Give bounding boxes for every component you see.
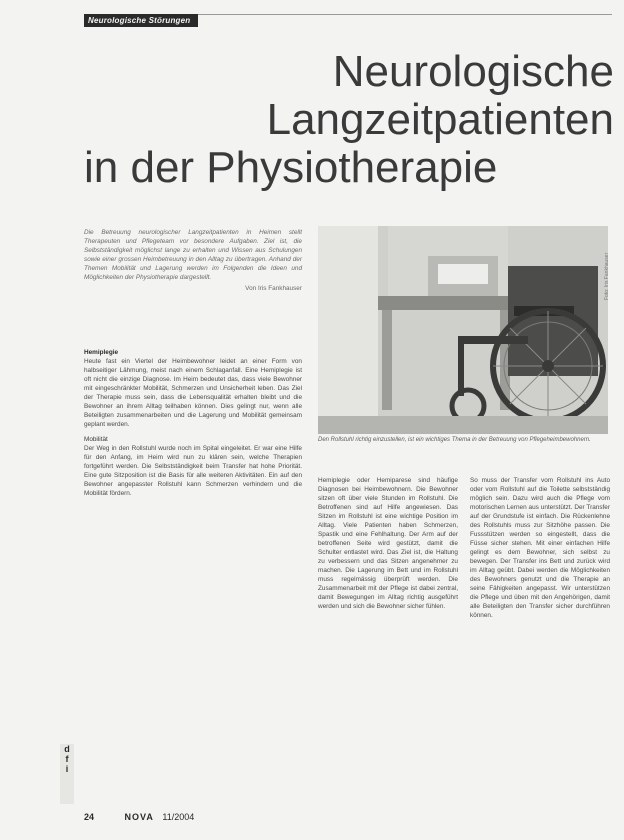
column-2-text: Hemiplegie oder Hemiparese sind häufige Diagnosen bei Heimbewohnern. Die Bewohner sitzen oft über viele Stunden im Rollstuhl. Die Betroffenen sind auf Hilfe angewiesen. Das Sitzen im Rollstuhl ist eine wichtige Position im Alltag. Viele Patienten haben Schmerzen, Spastik und eine Fehlhaltung. Der Arm auf der betroffenen Seite wird gestützt, damit die Schulter entlastet wird. Das Ziel ist, die Haltung zu verbessern und das Sitzen angenehmer zu machen. Die Lagerung im Bett und im Rollstuhl muss regelmässig überprüft werden. Die Zusammenarbeit mit der Pflege ist dabei zentral, damit Bewegungen im Alltag richtig ausgeführt werden und sich die Bewohner sicher fühlen. bbox=[318, 477, 458, 610]
column-1-paragraph-1: Heute fast ein Viertel der Heimbewohner leidet an einer Form von halbseitiger Lähmung, meist nach einem Schlaganfall. Eine Hemiplegie ist oft nicht die einzige Diagnose. Im Heim bedeutet das, dass viele Bewohner mit eingeschränkter Mobilität, Schmerzen und Unsicherheit leben. Das Ziel der Therapie muss sein, dass die Lebensqualität erhalten bleibt und die Bewohner an ihrem Alltag teilhaben können. Dies gelingt nur, wenn alle Beteiligten zusammenarbeiten und die Lagerung und Mobilität gemeinsam geplant werden. bbox=[84, 358, 302, 428]
wheelchair-illustration bbox=[318, 226, 608, 434]
subheading-mobilitaet: Mobilität bbox=[84, 436, 108, 443]
section-heading-hemiplegie: Hemiplegie bbox=[84, 349, 119, 356]
page-number: 24 bbox=[84, 812, 95, 822]
title-line-1: Neurologische bbox=[332, 47, 614, 96]
column-1 bbox=[84, 348, 302, 498]
magazine-name: NOVA bbox=[124, 812, 154, 822]
article-title bbox=[84, 48, 614, 192]
issue-number: 11/2004 bbox=[162, 812, 195, 822]
lead-text: Die Betreuung neurologischer Langzeitpatienten in Heimen stellt Therapeuten und Pflegeteam vor besondere Aufgaben. Ziel ist, die Selbstständigkeit möglichst lange zu erhalten und Wissen aus Schulungen sowie einer grossen Heimbetreuung in den Alltag zu übertragen. Anhand der Themen Mobilität und Lagerung werden im Folgenden die Ideen und Möglichkeiten der Physiotherapie dargestellt. bbox=[84, 229, 302, 281]
photo-caption: Den Rollstuhl richtig einzustellen, ist ein wichtiges Thema in der Betreuung von Pflegeheimbewohnern. bbox=[318, 437, 591, 443]
language-tab-d: d bbox=[64, 744, 70, 754]
language-tab-i: i bbox=[65, 764, 69, 774]
author-byline: Von Iris Fankhauser bbox=[245, 285, 302, 292]
title-line-2: Langzeitpatienten bbox=[266, 95, 614, 144]
section-tag: Neurologische Störungen bbox=[84, 14, 198, 27]
photo-credit: Foto: Iris Fankhauser bbox=[604, 252, 610, 300]
column-3 bbox=[470, 476, 610, 620]
column-2 bbox=[318, 476, 458, 611]
language-tab-f: f bbox=[65, 754, 69, 764]
page-footer bbox=[84, 812, 194, 822]
title-line-3: in der Physiotherapie bbox=[84, 143, 498, 192]
lead-paragraph bbox=[84, 228, 302, 293]
wheelchair-photo bbox=[318, 226, 608, 434]
language-side-tab bbox=[60, 744, 74, 804]
column-1-paragraph-2: Der Weg in den Rollstuhl wurde noch im Spital eingeleitet. Er war eine Hilfe für den Anfang, im Heim wird nun zu klären sein, welche Therapien fortgeführt werden. Die Selbstständigkeit beim Transfer hat hohe Priorität. Eine gute Sitzposition ist die Basis für alle weiteren Aktivitäten. Ein auf den Bewohner angepasster Rollstuhl kann Schmerzen verhindern und die Mobilität fördern. bbox=[84, 445, 302, 497]
column-3-text: So muss der Transfer vom Rollstuhl ins Auto oder vom Rollstuhl auf die Toilette selbstständig möglich sein. Dazu wird auch die Pflege vom motorischen Lernen aus unterstützt. Der Transfer auf der Grundstufe ist einfach. Die Rückenlehne des Rollstuhls muss zur Sitzhöhe passen. Die Fussstützen werden so eingestellt, dass die Füsse sicher stehen. Mit einer einfachen Hilfe gelingt es dem Bewohner, sich selbst zu bewegen. Der Transfer ins Bett und zurück wird im Alltag geübt. Dabei werden die Möglichkeiten des Bewohners genutzt und die Therapie an seine Fähigkeiten angepasst. Wir unterstützen die Pflege und üben mit den Angehörigen, damit alle Beteiligten den Transfer sicher durchführen können. bbox=[470, 477, 610, 619]
